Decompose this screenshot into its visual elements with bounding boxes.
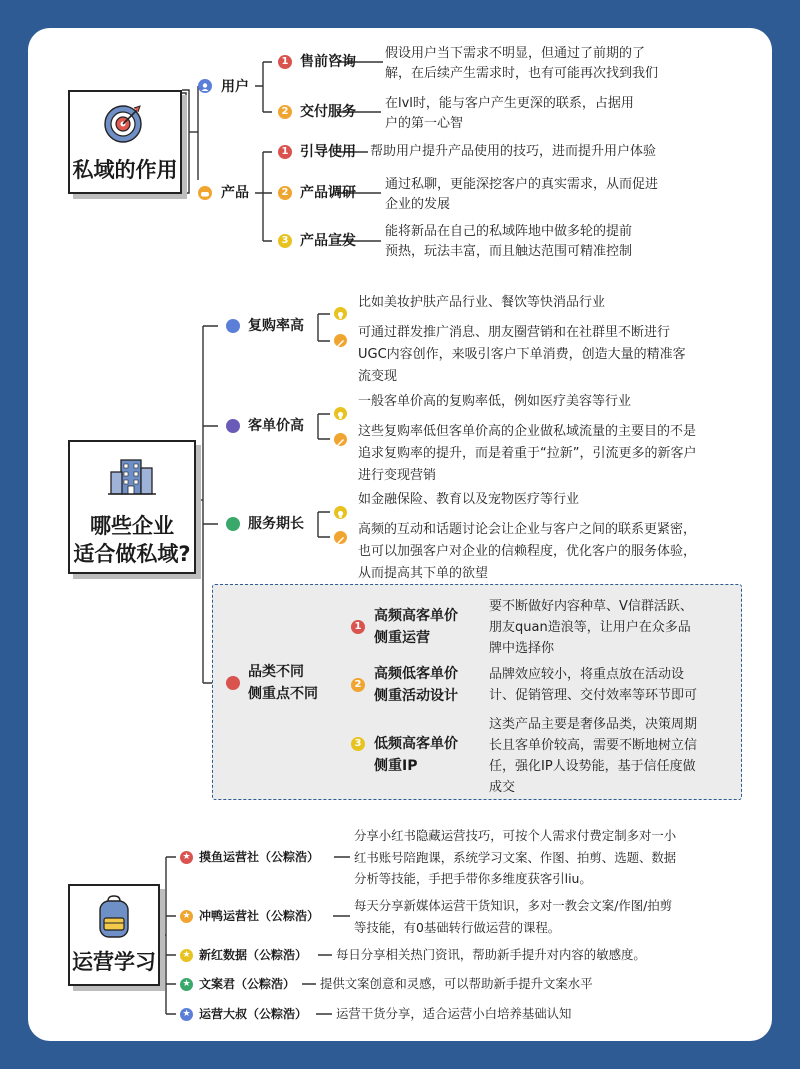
- number-badge: 1: [278, 55, 292, 69]
- star-icon: ★: [180, 910, 193, 923]
- account-desc: 分享小红书隐藏运营技巧，可按个人需求付费定制多对一小 红书账号陪跑课，系统学习文案、作图、拍剪、选题、数据 分析等技能，手把手带你多维度获客引liu。: [354, 828, 677, 886]
- s1-title: 私域的作用: [72, 158, 178, 182]
- item-desc: 能将新品在自己的私域阵地中做多轮的提前 预热，玩法丰富，而且触达范围可精准控制: [385, 224, 633, 259]
- account-desc: 每天分享新媒体运营干货知识，多对一教会文案/作图/拍剪 等技能，有0基础转行做运营的课程。: [354, 898, 673, 935]
- item-desc: 假设用户当下需求不明显，但通过了前期的了 解，在后续产生需求时，也有可能再次找到我们: [385, 46, 659, 81]
- item-desc: 通过私聊，更能深挖客户的真实需求，从而促进 企业的发展: [385, 177, 659, 212]
- number-badge: 3: [278, 234, 292, 248]
- pencil-icon: [334, 531, 347, 544]
- pencil-icon: [334, 433, 347, 446]
- category-item-desc: 这类产品主要是奢侈品类，决策周期 长且客单价较高，需要不断地树立信 任，强化IP人设势能，基于信任度做 成交: [489, 717, 698, 795]
- branch-dot: [226, 319, 240, 333]
- branch-example: 如金融保险、教育以及宠物医疗等行业: [358, 492, 580, 507]
- s3-title: 运营学习: [72, 950, 156, 974]
- number-badge: 1: [351, 620, 365, 634]
- star-icon: ★: [180, 949, 193, 962]
- number-badge: 2: [278, 186, 292, 200]
- gamepad-icon: [198, 186, 212, 200]
- branch-label: 服务期长: [248, 516, 304, 532]
- item-desc: 在lvl时，能与客户产生更深的联系，占据用 户的第一心智: [385, 96, 634, 131]
- star-icon: ★: [180, 1008, 193, 1021]
- backpack-icon: [94, 894, 134, 940]
- branch-dot: [226, 676, 240, 690]
- user-icon: [198, 79, 212, 93]
- pencil-icon: [334, 334, 347, 347]
- item-desc: 帮助用户提升产品使用的技巧，进而提升用户体验: [370, 144, 657, 159]
- branch-detail: 可通过群发推广消息、朋友圈营销和在社群里不断进行 UGC内容创作，来吸引客户下单消费，创造大量的精准客 流变现: [358, 325, 686, 384]
- item-label: 产品宣发: [300, 233, 356, 249]
- star-icon: ★: [180, 851, 193, 864]
- account-label: 摸鱼运营社（公粽浩）: [199, 850, 320, 864]
- item-label: 售前咨询: [300, 54, 356, 70]
- branch-dot: [226, 419, 240, 433]
- category-item-desc: 品牌效应较小，将重点放在活动设 计、促销管理、交付效率等环节即可: [489, 667, 698, 703]
- building-icon: [108, 454, 156, 498]
- s1-root-box: [68, 90, 182, 194]
- branch-label: 客单价高: [248, 418, 304, 434]
- s2-title: 哪些企业 适合做私域?: [73, 514, 191, 566]
- category-item-desc: 要不断做好内容种草、V信群活跃、 朋友quan造浪等，让用户在众多品 牌中选择你: [489, 599, 693, 656]
- category-item-label: 高频高客单价 侧重运营: [374, 608, 458, 646]
- branch-detail: 这些复购率低但客单价高的企业做私域流量的主要目的不是 追求复购率的提升，而是着重于“拉新”，引流更多的新客户 进行变现营销: [358, 424, 697, 483]
- branch-example: 比如美妆护肤产品行业、餐饮等快消品行业: [358, 295, 606, 310]
- branch-user-label: 用户: [221, 79, 249, 95]
- branch-example: 一般客单价高的复购率低，例如医疗美容等行业: [358, 394, 632, 409]
- number-badge: 2: [351, 678, 365, 692]
- number-badge: 1: [278, 145, 292, 159]
- s3-root-box: [68, 884, 160, 986]
- star-icon: ★: [180, 978, 193, 991]
- s2-root-box: [68, 440, 196, 574]
- account-label: 冲鸭运营社（公粽浩）: [199, 909, 320, 923]
- lightbulb-icon: [334, 407, 347, 420]
- target-icon: [103, 104, 143, 144]
- category-item-label: 低频高客单价 侧重IP: [374, 736, 458, 774]
- number-badge: 2: [278, 105, 292, 119]
- branch-dot: [226, 517, 240, 531]
- item-label: 交付服务: [300, 104, 356, 120]
- lightbulb-icon: [334, 307, 347, 320]
- account-desc: 运营干货分享，适合运营小白培养基础认知: [336, 1006, 572, 1021]
- account-label: 新红数据（公粽浩）: [199, 948, 308, 962]
- item-label: 引导使用: [300, 144, 356, 160]
- account-label: 文案君（公粽浩）: [199, 977, 296, 991]
- lightbulb-icon: [334, 506, 347, 519]
- account-desc: 每日分享相关热门资讯，帮助新手提升对内容的敏感度。: [336, 947, 646, 962]
- branch-product-label: 产品: [221, 185, 249, 201]
- account-desc: 提供文案创意和灵感，可以帮助新手提升文案水平: [320, 976, 593, 991]
- item-label: 产品调研: [300, 185, 356, 201]
- number-badge: 3: [351, 737, 365, 751]
- category-label: 品类不同 侧重点不同: [248, 664, 318, 702]
- branch-detail: 高频的互动和话题讨论会让企业与客户之间的联系更紧密， 也可以加强客户对企业的信赖程度，优化客户的服务体验， 从而提高其下单的欲望: [358, 522, 697, 581]
- account-label: 运营大叔（公粽浩）: [199, 1007, 308, 1021]
- category-item-label: 高频低客单价 侧重活动设计: [374, 666, 458, 704]
- branch-label: 复购率高: [248, 318, 304, 334]
